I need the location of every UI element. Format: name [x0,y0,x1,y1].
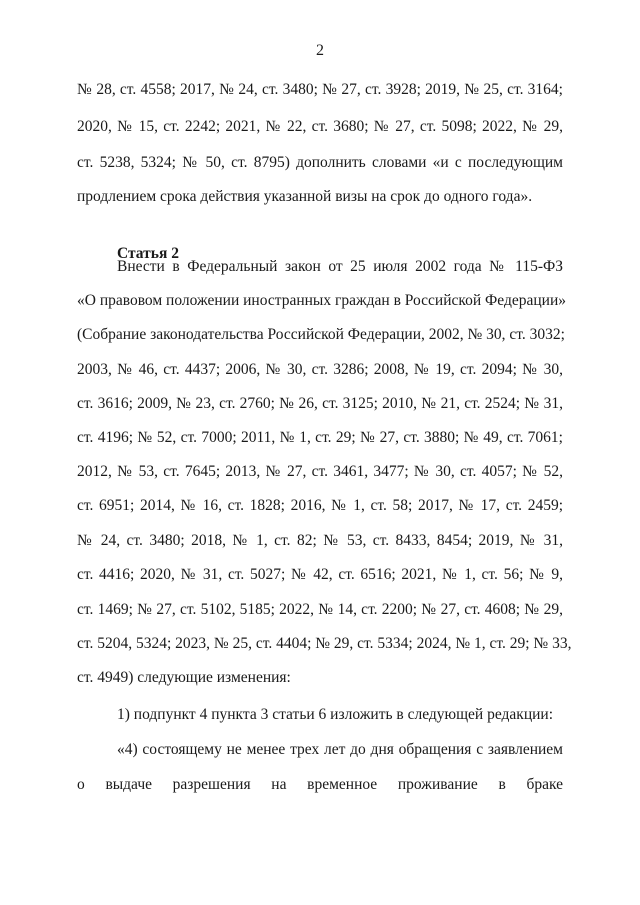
text-line: ст. 4196; № 52, ст. 7000; 2011, № 1, ст. 29; № 27, ст. 3880; № 49, ст. 7061; [77,429,563,446]
text-line: ст. 4416; 2020, № 31, ст. 5027; № 42, ст. 6516; 2021, № 1, ст. 56; № 9, [77,566,563,583]
page-number: 2 [316,42,324,59]
text-line: ст. 4949) следующие изменения: [77,669,291,686]
text-line: 2012, № 53, ст. 7645; 2013, № 27, ст. 3461, 3477; № 30, ст. 4057; № 52, [77,463,563,480]
text-line: № 28, ст. 4558; 2017, № 24, ст. 3480; № 27, ст. 3928; 2019, № 25, ст. 3164; [77,81,563,98]
text-line: № 24, ст. 3480; 2018, № 1, ст. 82; № 53, ст. 8433, 8454; 2019, № 31, [77,532,563,549]
text-line: 1) подпункт 4 пункта 3 статьи 6 изложить в следующей редакции: [117,706,554,723]
text-line: 2020, № 15, ст. 2242; 2021, № 22, ст. 3680; № 27, ст. 5098; 2022, № 29, [77,118,563,135]
article-heading: Статья 2 [117,245,179,262]
text-line: (Собрание законодательства Российской Федерации, 2002, № 30, ст. 3032; [77,326,565,343]
text-line: «4) состоящему не менее трех лет до дня обращения с заявлением [117,741,563,758]
text-line: продлением срока действия указанной визы на срок до одного года». [77,188,533,205]
text-line: о выдаче разрешения на временное проживание в браке [77,776,563,793]
text-line: ст. 3616; 2009, № 23, ст. 2760; № 26, ст. 3125; 2010, № 21, ст. 2524; № 31, [77,395,563,412]
text-line: ст. 1469; № 27, ст. 5102, 5185; 2022, № 14, ст. 2200; № 27, ст. 4608; № 29, [77,601,563,618]
text-line: ст. 5204, 5324; 2023, № 25, ст. 4404; № 29, ст. 5334; 2024, № 1, ст. 29; № 33, [77,635,572,652]
text-line: «О правовом положении иностранных граждан в Российской Федерации» [77,292,567,309]
text-line: 2003, № 46, ст. 4437; 2006, № 30, ст. 3286; 2008, № 19, ст. 2094; № 30, [77,361,563,378]
text-line: ст. 5238, 5324; № 50, ст. 8795) дополнить словами «и с последующим [77,154,563,171]
text-line: Внести в Федеральный закон от 25 июля 2002 года № 115-ФЗ [117,258,563,275]
text-line: ст. 6951; 2014, № 16, ст. 1828; 2016, № 1, ст. 58; 2017, № 17, ст. 2459; [77,497,563,514]
